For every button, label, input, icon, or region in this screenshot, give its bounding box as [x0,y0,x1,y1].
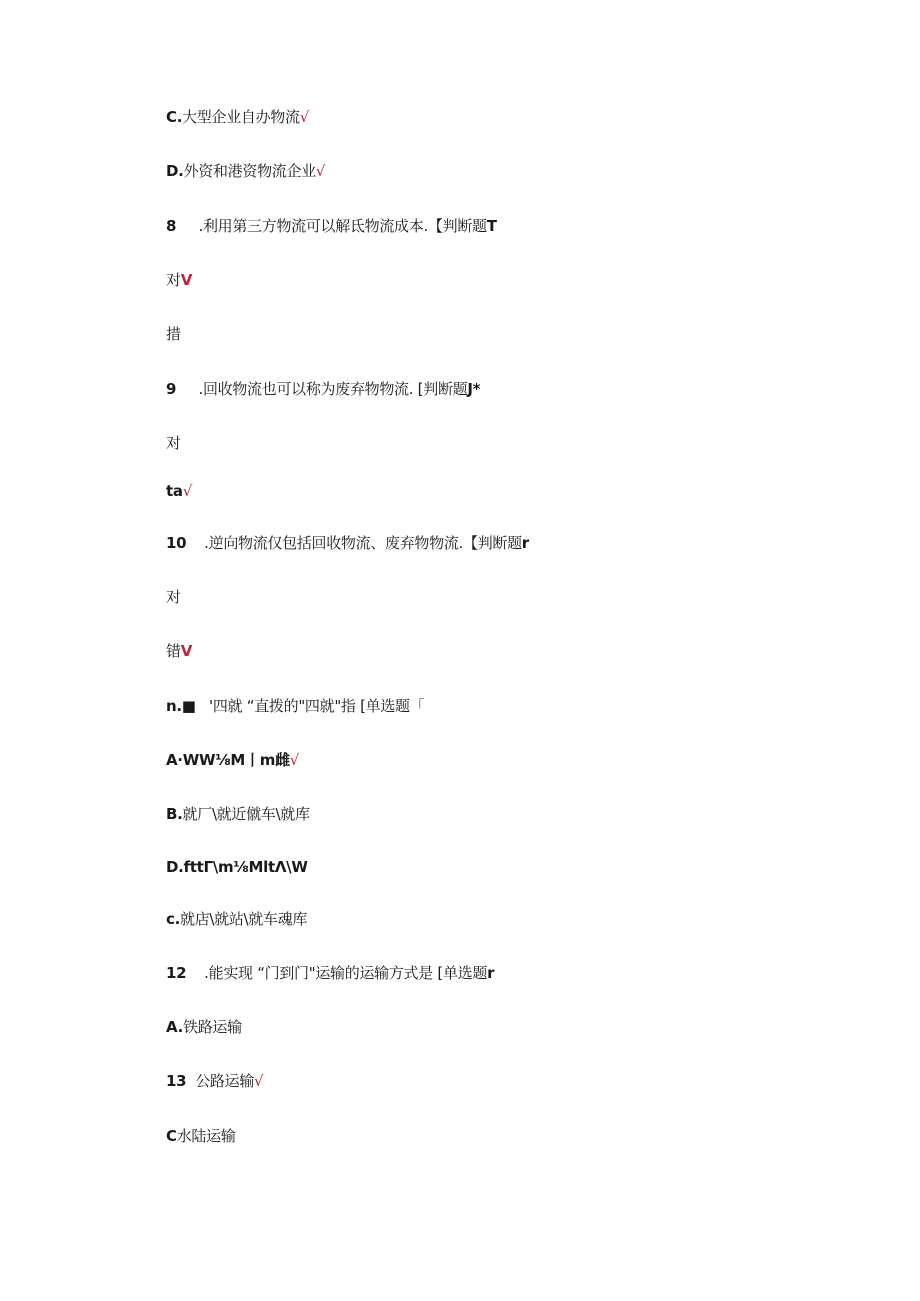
correct-check-mark: √ [289,751,300,769]
option-line [166,641,192,661]
question-number: 9 [166,380,177,398]
option-text: D.fttΓ\m⅛MltΛ\W [166,858,308,876]
question-number: 8 [166,217,177,235]
option-letter: C [166,1127,177,1145]
question-tail: r [487,964,495,982]
option-text: 外资和港资物流企业 [183,162,316,180]
option-text: 大型企业自办物流 [182,108,300,126]
correct-check-mark: V [180,642,193,660]
question-tail: J* [467,380,481,398]
question-text: .回收物流也可以称为废弃物物流. [判断题 [176,380,468,398]
option-text: 水陆运输 [176,1127,236,1145]
question-tail: T [486,217,497,235]
option-line [166,107,309,127]
question-number: 10 [166,534,187,552]
option-line [166,750,299,770]
option-letter: C. [166,108,183,126]
correct-check-mark: √ [254,1072,264,1090]
option-line [166,857,308,877]
question-number: n.■ [166,697,196,715]
question-line [166,379,480,399]
question-number: 12 [166,964,187,982]
option-text: ta [166,482,183,500]
option-text: 对 [166,271,181,289]
option-text: 就厂\就近僦车\就库 [182,805,310,823]
correct-check-mark: √ [182,482,192,500]
option-line [166,161,325,181]
question-tail: r [521,534,529,552]
option-line [166,804,310,824]
option-letter: c. [166,910,180,928]
option-text: A·WW⅛M丨m雌 [166,751,290,769]
question-line [166,533,529,553]
option-text: 公路运输 [186,1072,255,1090]
question-line [166,216,497,236]
option-text: 对 [166,588,181,606]
option-line [166,1126,236,1146]
question-text: .逆向物流仅包括回收物流、废弃物物流.【判断题 [186,534,522,552]
option-line [166,270,192,290]
option-line [166,433,181,453]
correct-check-mark: √ [315,162,326,180]
option-letter: 13 [166,1072,187,1090]
option-letter: B. [166,805,183,823]
question-text: '四就 “直拨的"四就"指 [单选题「 [195,697,425,715]
option-text: 错 [166,642,181,660]
question-text: .能实现 “门到门"运输的运输方式是 [单选题 [186,964,488,982]
option-line [166,481,192,501]
option-line [166,909,307,929]
option-line [166,587,181,607]
option-text: 措 [166,325,181,343]
option-line [166,324,181,344]
question-line [166,696,424,716]
option-letter: D. [166,162,184,180]
option-text: 铁路运输 [183,1018,242,1036]
correct-check-mark: V [180,271,193,289]
option-line [166,1017,242,1037]
question-text: .利用第三方物流可以解氐物流成本.【判断题 [176,217,487,235]
option-letter: A. [166,1018,183,1036]
option-line [166,1071,263,1091]
option-text: 就店\就站\就车魂库 [180,910,308,928]
option-text: 对 [166,434,181,452]
correct-check-mark: √ [299,108,309,126]
question-line [166,963,494,983]
